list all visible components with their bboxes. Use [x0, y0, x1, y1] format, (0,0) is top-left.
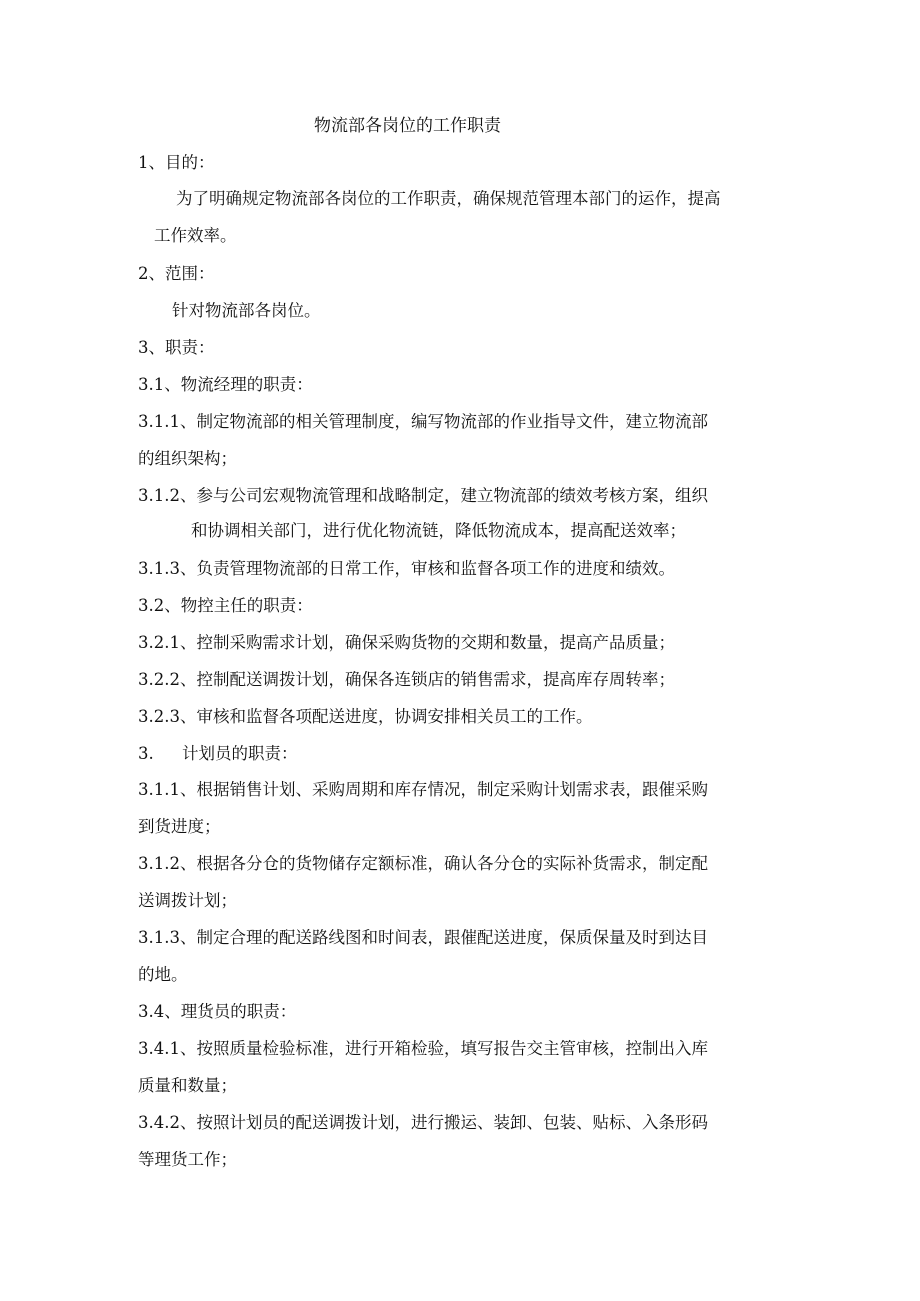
purpose-text-line-2: 工作效率。: [154, 226, 237, 245]
planner-duty-2-line-1: 3.1.2、根据各分仓的货物储存定额标准，确认各分仓的实际补货需求，制定配: [138, 854, 708, 873]
planner-duty-2-line-2: 送调拨计划；: [138, 891, 237, 910]
control-duty-2: 3.2.2、控制配送调拨计划，确保各连锁店的销售需求，提高库存周转率；: [138, 670, 675, 689]
manager-duty-2-line-1: 3.1.2、参与公司宏观物流管理和战略制定，建立物流部的绩效考核方案，组织: [138, 486, 708, 505]
manager-duty-1-line-1: 3.1.1、制定物流部的相关管理制度，编写物流部的作业指导文件，建立物流部: [138, 412, 708, 431]
clerk-duty-2-line-1: 3.4.2、按照计划员的配送调拨计划，进行搬运、装卸、包装、贴标、入条形码: [138, 1113, 708, 1132]
clerk-duty-2-line-2: 等理货工作；: [138, 1150, 237, 1169]
planner-duty-3-line-1: 3.1.3、制定合理的配送路线图和时间表，跟催配送进度，保质保量及时到达目: [138, 928, 708, 947]
logistics-manager-heading: 3.1、物流经理的职责：: [138, 375, 313, 394]
section-duties-heading: 3、职责：: [138, 338, 215, 357]
planner-heading-label: 计划员的职责：: [182, 744, 298, 763]
planner-duty-1-line-2: 到货进度；: [138, 817, 221, 836]
warehouse-clerk-heading: 3.4、理货员的职责：: [138, 1002, 297, 1021]
purpose-text-line-1: 为了明确规定物流部各岗位的工作职责，确保规范管理本部门的运作，提高: [176, 189, 721, 208]
clerk-duty-1-line-1: 3.4.1、按照质量检验标准，进行开箱检验，填写报告交主管审核，控制出入库: [138, 1039, 708, 1058]
planner-duty-3-line-2: 的地。: [138, 965, 188, 984]
planner-heading: [138, 742, 298, 766]
clerk-duty-1-line-2: 质量和数量；: [138, 1076, 237, 1095]
manager-duty-1-line-2: 的组织架构；: [138, 449, 237, 468]
section-scope-heading: 2、范围：: [138, 264, 215, 283]
document-title: 物流部各岗位的工作职责: [314, 116, 501, 136]
scope-text: 针对物流部各岗位。: [172, 301, 321, 320]
section-purpose-heading: 1、目的：: [138, 153, 215, 172]
material-control-heading: 3.2、物控主任的职责：: [138, 596, 313, 615]
planner-heading-number: 3.: [138, 744, 154, 763]
planner-duty-1-line-1: 3.1.1、根据销售计划、采购周期和库存情况，制定采购计划需求表，跟催采购: [138, 780, 708, 799]
control-duty-1: 3.2.1、控制采购需求计划，确保采购货物的交期和数量，提高产品质量；: [138, 633, 675, 652]
control-duty-3: 3.2.3、审核和监督各项配送进度，协调安排相关员工的工作。: [138, 707, 593, 726]
manager-duty-3: 3.1.3、负责管理物流部的日常工作，审核和监督各项工作的进度和绩效。: [138, 559, 675, 578]
manager-duty-2-line-2: 和协调相关部门，进行优化物流链，降低物流成本，提高配送效率；: [191, 521, 686, 540]
